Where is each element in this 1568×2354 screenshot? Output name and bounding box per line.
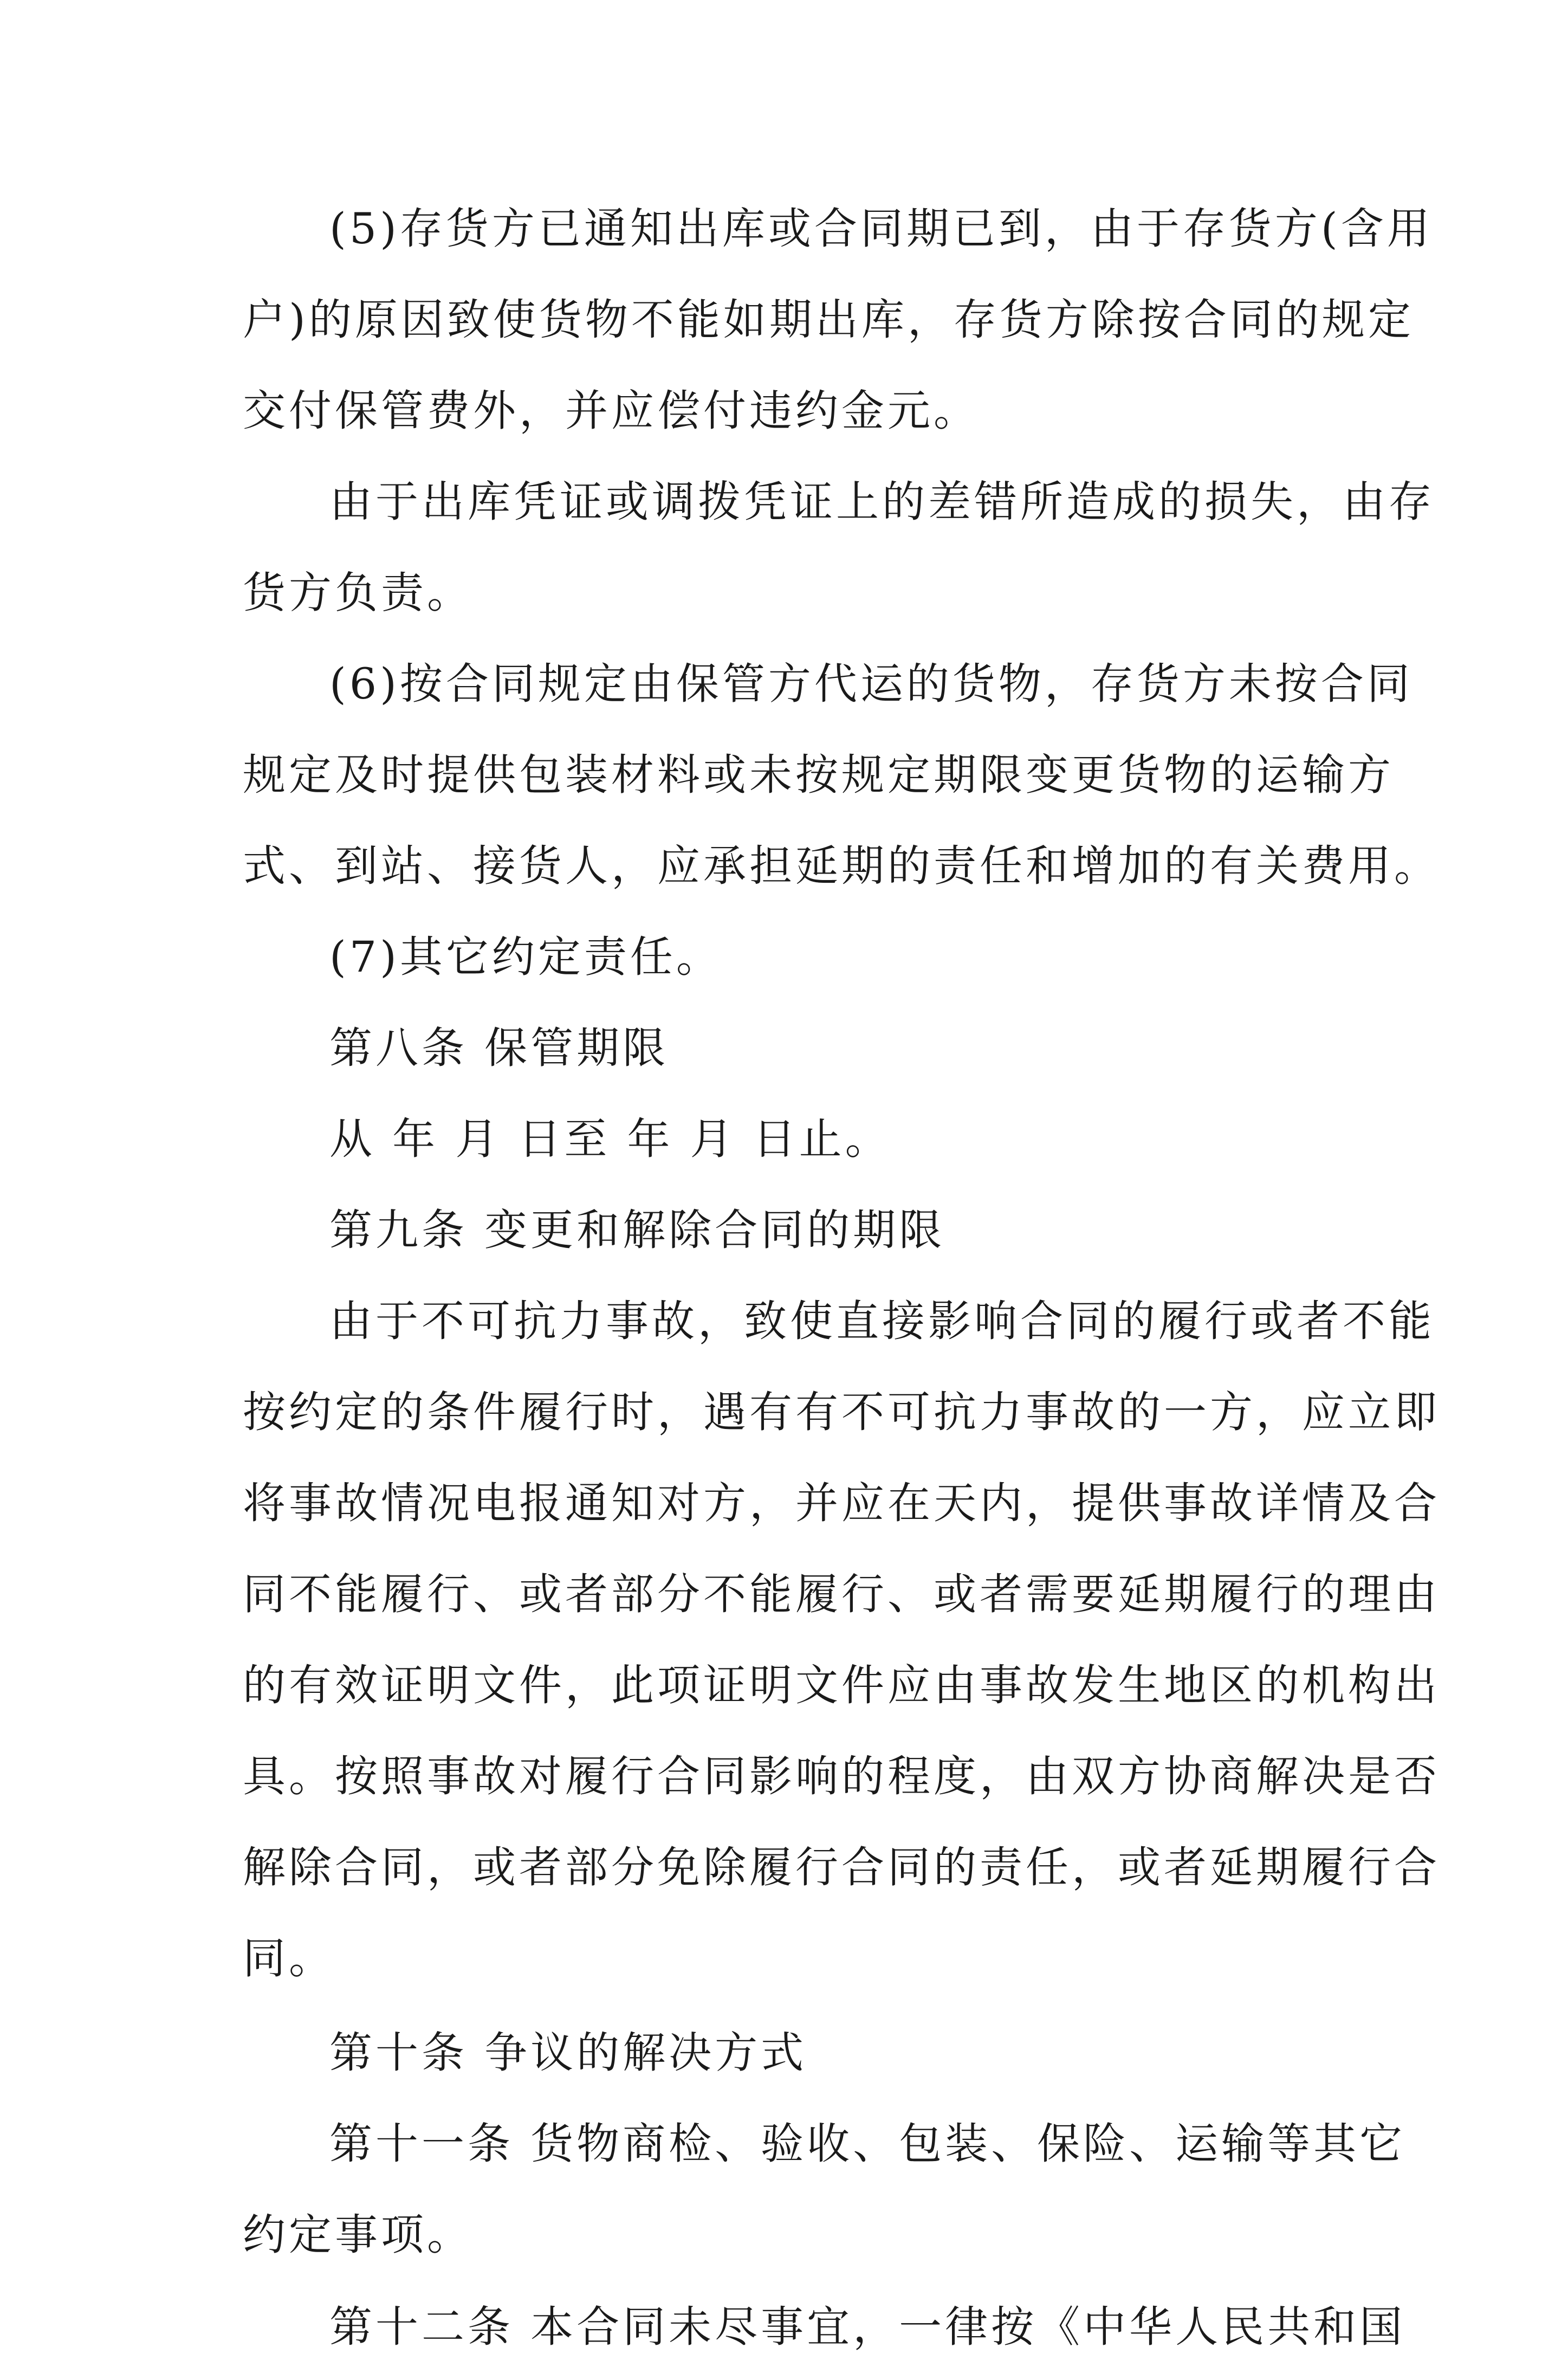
text-line: 从 年 月 日至 年 月 日止。 bbox=[329, 1114, 891, 1164]
text-line: 交付保管费外，并应偿付违约金元。 bbox=[243, 386, 980, 436]
text-line: 的有效证明文件，此项证明文件应由事故发生地区的机构出 bbox=[243, 1660, 1440, 1710]
text-line: (6)按合同规定由保管方代运的货物，存货方未按合同 bbox=[329, 659, 1413, 709]
text-line: 由于不可抗力事故，致使直接影响合同的履行或者不能 bbox=[329, 1296, 1435, 1346]
section-heading: 第十条 争议的解决方式 bbox=[329, 2028, 807, 2078]
section-heading: 第十一条 货物商检、验收、包装、保险、运输等其它 bbox=[329, 2119, 1406, 2169]
text-line: 约定事项。 bbox=[243, 2210, 473, 2260]
section-heading: 第九条 变更和解除合同的期限 bbox=[329, 1205, 945, 1255]
text-line: 户)的原因致使货物不能如期出库，存货方除按合同的规定 bbox=[243, 295, 1414, 345]
text-line: 式、到站、接货人，应承担延期的责任和增加的有关费用。 bbox=[243, 841, 1440, 891]
text-line: 货方负责。 bbox=[243, 568, 473, 618]
text-line: 将事故情况电报通知对方，并应在天内，提供事故详情及合 bbox=[243, 1478, 1440, 1528]
text-line: 规定及时提供包装材料或未按规定期限变更货物的运输方 bbox=[243, 750, 1394, 800]
section-heading: 第八条 保管期限 bbox=[329, 1023, 669, 1073]
text-line: 按约定的条件履行时，遇有有不可抗力事故的一方，应立即 bbox=[243, 1387, 1440, 1437]
text-line: 具。按照事故对履行合同影响的程度，由双方协商解决是否 bbox=[243, 1751, 1440, 1801]
text-line: 同不能履行、或者部分不能履行、或者需要延期履行的理由 bbox=[243, 1569, 1440, 1619]
text-line: (5)存货方已通知出库或合同期已到，由于存货方(含用 bbox=[329, 204, 1433, 254]
section-heading: 第十二条 本合同未尽事宜，一律按《中华人民共和国 bbox=[329, 2302, 1406, 2352]
text-line: 由于出库凭证或调拨凭证上的差错所造成的损失，由存 bbox=[329, 477, 1435, 527]
text-line: 同。 bbox=[243, 1933, 335, 1983]
text-line: (7)其它约定责任。 bbox=[329, 932, 722, 982]
text-line: 解除合同，或者部分免除履行合同的责任，或者延期履行合 bbox=[243, 1842, 1440, 1892]
